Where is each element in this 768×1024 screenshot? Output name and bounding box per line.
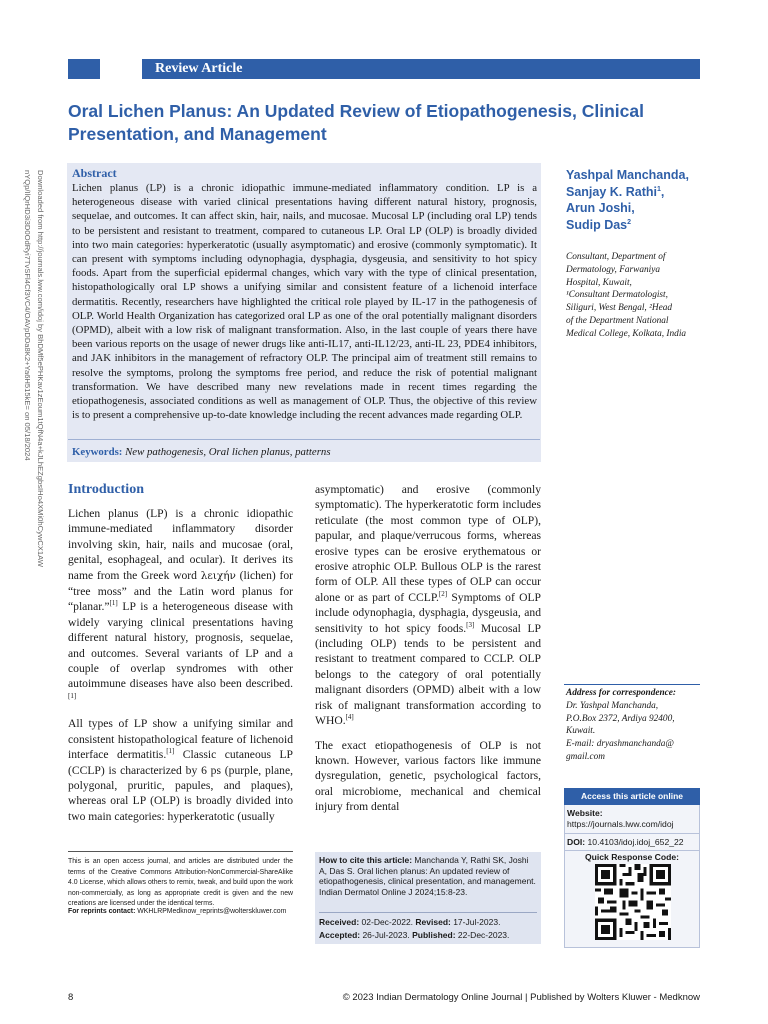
article-dates: Received: 02-Dec-2022. Revised: 17-Jul-2023. Accepted: 26-Jul-2023. Published: 22-Dec-2023.: [319, 917, 510, 940]
access-divider: [564, 850, 700, 851]
cite-text: [319, 855, 537, 897]
download-watermark-line-2: nYQp/IlQrHD3i3D0OdRyi7TvSFl4Cf3VC4/OAVpDDa8K2+Ya6H515kE= on 05/18/2024: [23, 170, 32, 461]
page-number: 8: [68, 992, 74, 1003]
affil-line: of the Department National: [566, 315, 669, 326]
section-label: Review Article: [155, 61, 243, 76]
affiliations: [566, 251, 716, 341]
access-heading: Access this article online: [564, 788, 700, 805]
paragraph: asymptomatic) and erosive (commonly symptomatic). The hyperkeratotic form includes reticulate (the most common type of OLP), papular, and plaque/verrucous forms, whereas erosive types can be erosive erythematous or erosive atrophic OLP. Bullous OLP is the rarest form of OLP. All these types of OLP can occur alone or as part of CCLP.[2] Symptoms of OLP include odynophagia, dysphagia, dysgeusia, and sensitivity to hot spicy foods.[3] Mucosal LP (including OLP) tends to be persistent and resistant to treatment compared to CCLP. OLP belongs to the category of oral potentially malignant disorders (OPMD) albeit with a low risk of malignant transformation according to WHO.[4]: [315, 483, 541, 728]
affil-line: ¹Consultant Dermatologist,: [566, 290, 668, 301]
paragraph: Lichen planus (LP) is a chronic idiopathic immune-mediated inflammatory disorder involving skin, hair, nails and mucosae (oral, genital, esophageal, and ocular). It derives its name from the Greek word λειχήν (lichen) for “tree moss” and the Latin word planus for “planar.”[1] LP is a heterogeneous disease with widely varying clinical presentations having different natural history, prognosis, sequelae, and outcomes. Several variants of LP and a couple of overlap syndromes with other autoimmune diseases have also been described.[1]: [68, 507, 293, 701]
author-4: [566, 217, 716, 234]
open-access-notice: This is an open access journal, and articles are distributed under the terms of the Creative Commons Attribution-NonCommercial-ShareAlike 4.0 License, which allows others to remix, tweak, and build upon the work non-commercially, as long as appropriate credit is given and the new creations are licensed under the identical terms.: [68, 858, 293, 908]
paragraph: All types of LP show a unifying similar and consistent histopathological feature of lichenoid interface dermatitis.[1] Classic cutaneous LP (CCLP) is characterized by 6 ps (purple, plane, polygonal, pruritic, papules, and plaques), whereas oral LP (OLP) is broadly divided into two main categories: hyperkeratotic (usually: [68, 717, 293, 823]
author-2-tail: ,: [660, 184, 665, 199]
author-list: [566, 167, 716, 233]
correspondence-line: Kuwait.: [566, 726, 596, 737]
author-2: [566, 184, 716, 201]
keywords-label: Keywords:: [72, 446, 123, 458]
greek-word: λειχήν: [200, 569, 236, 582]
affil-line: Hospital, Kuwait,: [566, 277, 632, 288]
qr-code-icon[interactable]: [595, 864, 671, 940]
affil-line: Siliguri, West Bengal, ²Head: [566, 303, 672, 314]
doi-link[interactable]: 10.4103/idoj.idoj_652_22: [585, 837, 684, 847]
author-3: Arun Joshi,: [566, 201, 635, 215]
correspondence-email[interactable]: E-mail: dryashmanchanda@: [566, 739, 674, 750]
affil-line: Dermatology, Farwaniya: [566, 264, 660, 275]
reprints-contact: [68, 908, 308, 915]
download-watermark-line-1: Downloaded from http://journals.lww.com/idoj by BhDMf5ePHKav1zEoum1tQfN4a+kJLhEZgbsIHo4XMi0hCywCX1AW: [36, 170, 45, 568]
website-link[interactable]: https://journals.lww.com/idoj: [567, 819, 674, 829]
section-band-notch: [100, 59, 142, 79]
abstract-text: Lichen planus (LP) is a chronic idiopathic immune-mediated inflammatory condition. LP is a heterogeneous disease with varied clinical presentations having different natural history, prognosis, sequelae, and outcomes. It can affect skin, hair, nails, and mucosae. Mucosal LP (including oral LP) tends to be persistent and resistant to treatment, compared to cutaneous LP. Oral LP (OLP) is broadly divided into two main categories: hyperkeratotic (usually asymptomatic) and erosive (commonly symptomatic). It can present with symptoms including odynophagia, dysphagia, dysgeusia, and sensitivity to hot spicy foods. Apart from the superficial epidermal changes, which vary with the type of clinical presentation, histopathologically oral LP shows a unifying similar and consistent feature of a lichenoid interface dermatitis. Recently, researchers have highlighted the critical role played by IL-17 in the pathogenesis of OLP. World Health Organization has categorized oral LP as one of the oral potentially malignant disorders (OPMD), albeit with a low risk of malignant transformation. Also, in the last couple of years there have been various reports on the usage of newer drugs like anti-IL17, anti-IL12/23, anti-IL 23, PDE4 inhibitors, and JAK inhibitors in the management of refractory OLP. The principal aim of treatment still remains to resolve the symptoms, prolong the symptoms free period, and reduce the risk of potential malignant transformation. We have described many new revelations made in recent times regarding the etiopathogenesis, associated conditions as well as management of OLP. Thus, the objective of this review is to present a comprehensive up-to-date knowledge including the recent advances made regarding OLP.: [72, 182, 537, 422]
correspondence-email-cont[interactable]: gmail.com: [566, 751, 605, 762]
correspondence-heading: Address for correspondence:: [566, 688, 677, 698]
citation-ref[interactable]: [4]: [345, 713, 354, 722]
correspondence-divider: [564, 684, 700, 685]
citation-ref[interactable]: [1]: [109, 599, 118, 608]
author-4-sup: 2: [627, 218, 632, 226]
citation-ref[interactable]: [1]: [68, 692, 77, 701]
keywords-text: New pathogenesis, Oral lichen planus, patterns: [125, 446, 331, 458]
section-heading-introduction: Introduction: [68, 482, 144, 497]
body-column-2: [315, 482, 541, 824]
cite-body: Manchanda Y, Rathi SK, Joshi A, Das S. Oral lichen planus: An updated review of etiopathogenesis, clinical presentation, and management. Indian Dermatol Online J 2024;15:8-23.: [319, 855, 536, 897]
citation-ref[interactable]: [3]: [466, 620, 475, 629]
access-divider: [564, 833, 700, 834]
paragraph: The exact etiopathogenesis of OLP is not known. However, various factors like immune dysregulation, genetic, psychological factors, oral microbiome, mechanical and chemical injury from dental: [315, 738, 541, 814]
author-2-name: Sanjay K. Rathi: [566, 184, 657, 199]
reprints-label: For reprints contact:: [68, 908, 136, 915]
author-4-name: Sudip Das: [566, 217, 628, 232]
article-title: Oral Lichen Planus: An Updated Review of Etiopathogenesis, Clinical Presentation, and Management: [68, 101, 644, 144]
reprints-email[interactable]: WKHLRPMedknow_reprints@wolterskluwer.com: [135, 908, 287, 915]
qr-label: Quick Response Code:: [584, 852, 680, 862]
website-row: Website: https://journals.lww.com/idoj: [567, 808, 674, 829]
correspondence-line: Dr. Yashpal Manchanda,: [566, 700, 659, 711]
download-watermark: [8, 170, 52, 610]
journal-footer: © 2023 Indian Dermatology Online Journal | Published by Wolters Kluwer - Medknow: [342, 992, 700, 1003]
author-2-sup: 1: [657, 185, 661, 193]
author-1: Yashpal Manchanda,: [566, 168, 689, 182]
citation-ref[interactable]: [2]: [438, 589, 448, 598]
cite-divider: [319, 912, 537, 913]
keywords: [72, 445, 537, 459]
correspondence: [566, 687, 706, 764]
abstract-divider: [68, 439, 540, 440]
abstract-heading: Abstract: [72, 166, 117, 180]
cite-label: How to cite this article:: [319, 855, 413, 865]
affil-line: Medical College, Kolkata, India: [566, 328, 687, 339]
doi-row: DOI: 10.4103/idoj.idoj_652_22: [567, 837, 684, 847]
affil-line: Consultant, Department of: [566, 252, 666, 262]
citation-ref[interactable]: [1]: [166, 747, 175, 756]
footnote-divider: [68, 851, 293, 852]
correspondence-line: P.O.Box 2372, Ardiya 92400,: [566, 713, 675, 724]
body-column-1: [68, 506, 293, 833]
